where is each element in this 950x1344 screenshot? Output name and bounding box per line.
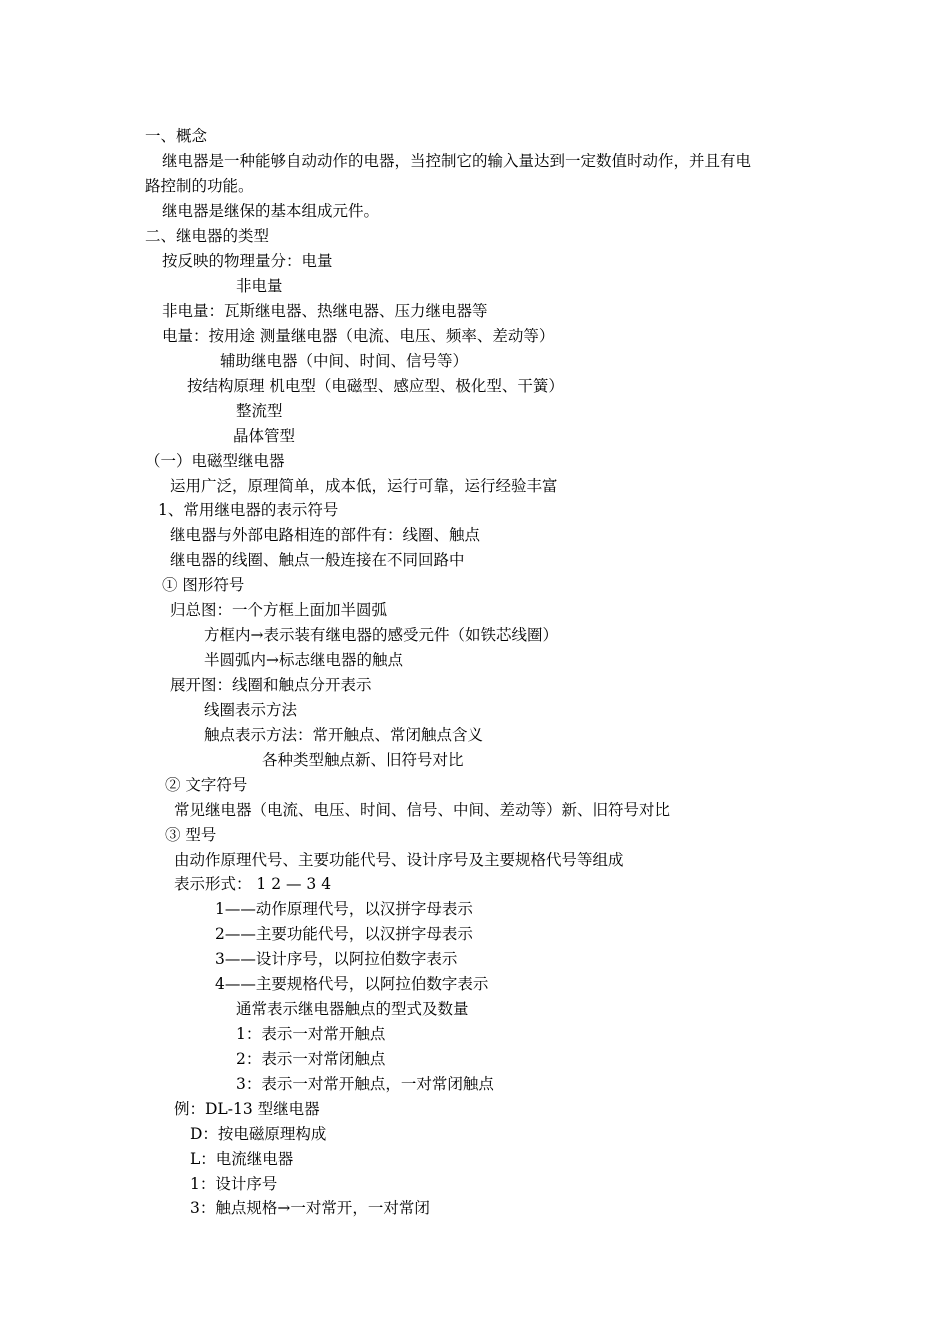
list-item: 3：触点规格→一对常开，一对常闭 xyxy=(190,1199,430,1217)
list-item: 1：表示一对常开触点 xyxy=(236,1025,386,1043)
example-heading: 例：DL-13 型继电器 xyxy=(174,1100,320,1118)
paragraph-line: 整流型 xyxy=(236,402,283,420)
paragraph-line: 电量：按用途 测量继电器（电流、电压、频率、差动等） xyxy=(162,327,555,345)
paragraph-line: 按结构原理 机电型（电磁型、感应型、极化型、干簧） xyxy=(187,377,564,395)
paragraph-line: 方框内→表示装有继电器的感受元件（如铁芯线圈） xyxy=(204,626,558,644)
paragraph-line: 按反映的物理量分：电量 xyxy=(162,252,333,270)
subheading-text-symbol: ② 文字符号 xyxy=(165,776,248,794)
list-item: L：电流继电器 xyxy=(190,1150,294,1168)
paragraph-line: 晶体管型 xyxy=(233,427,296,445)
heading-relay-types: 二、继电器的类型 xyxy=(145,227,270,245)
subheading-graphic-symbol: ① 图形符号 xyxy=(162,576,245,594)
paragraph-line: 展开图：线圈和触点分开表示 xyxy=(170,676,372,694)
paragraph-line: 由动作原理代号、主要功能代号、设计序号及主要规格代号等组成 xyxy=(174,851,624,869)
heading-electromagnetic-relay: （一）电磁型继电器 xyxy=(145,452,285,470)
paragraph-line: 非电量：瓦斯继电器、热继电器、压力继电器等 xyxy=(162,302,488,320)
subheading-model: ③ 型号 xyxy=(165,826,217,844)
paragraph-line: 继电器与外部电路相连的部件有：线圈、触点 xyxy=(170,526,481,544)
paragraph-line: 非电量 xyxy=(236,277,283,295)
list-item: 4——主要规格代号，以阿拉伯数字表示 xyxy=(215,975,489,993)
paragraph-line: 继电器的线圈、触点一般连接在不同回路中 xyxy=(170,551,465,569)
list-item: 3——设计序号，以阿拉伯数字表示 xyxy=(215,950,458,968)
paragraph-line: 运用广泛，原理简单，成本低，运行可靠，运行经验丰富 xyxy=(170,477,558,495)
paragraph-line: 归总图：一个方框上面加半圆弧 xyxy=(170,601,388,619)
list-item: 1——动作原理代号，以汉拼字母表示 xyxy=(215,900,473,918)
paragraph-line: 半圆弧内→标志继电器的触点 xyxy=(204,651,403,669)
paragraph-line: 线圈表示方法 xyxy=(204,701,298,719)
list-item: 3：表示一对常开触点，一对常闭触点 xyxy=(236,1075,494,1093)
paragraph-line: 继电器是一种能够自动动作的电器，当控制它的输入量达到一定数值时动作，并且有电 xyxy=(162,152,752,170)
list-item: 1：设计序号 xyxy=(190,1175,278,1193)
paragraph-line: 触点表示方法：常开触点、常闭触点含义 xyxy=(204,726,484,744)
paragraph-line: 路控制的功能。 xyxy=(145,177,254,195)
paragraph-line: 表示形式： 1 2 — 3 4 xyxy=(174,875,332,893)
heading-symbols: 1、常用继电器的表示符号 xyxy=(158,501,339,519)
list-item: 2——主要功能代号，以汉拼字母表示 xyxy=(215,925,473,943)
paragraph-line: 通常表示继电器触点的型式及数量 xyxy=(236,1000,469,1018)
heading-concept: 一、概念 xyxy=(145,127,208,145)
paragraph-line: 辅助继电器（中间、时间、信号等） xyxy=(220,352,469,370)
paragraph-line: 常见继电器（电流、电压、时间、信号、中间、差动等）新、旧符号对比 xyxy=(174,801,671,819)
paragraph-line: 继电器是继保的基本组成元件。 xyxy=(162,202,380,220)
list-item: D：按电磁原理构成 xyxy=(190,1125,327,1143)
list-item: 2：表示一对常闭触点 xyxy=(236,1050,386,1068)
paragraph-line: 各种类型触点新、旧符号对比 xyxy=(262,751,464,769)
